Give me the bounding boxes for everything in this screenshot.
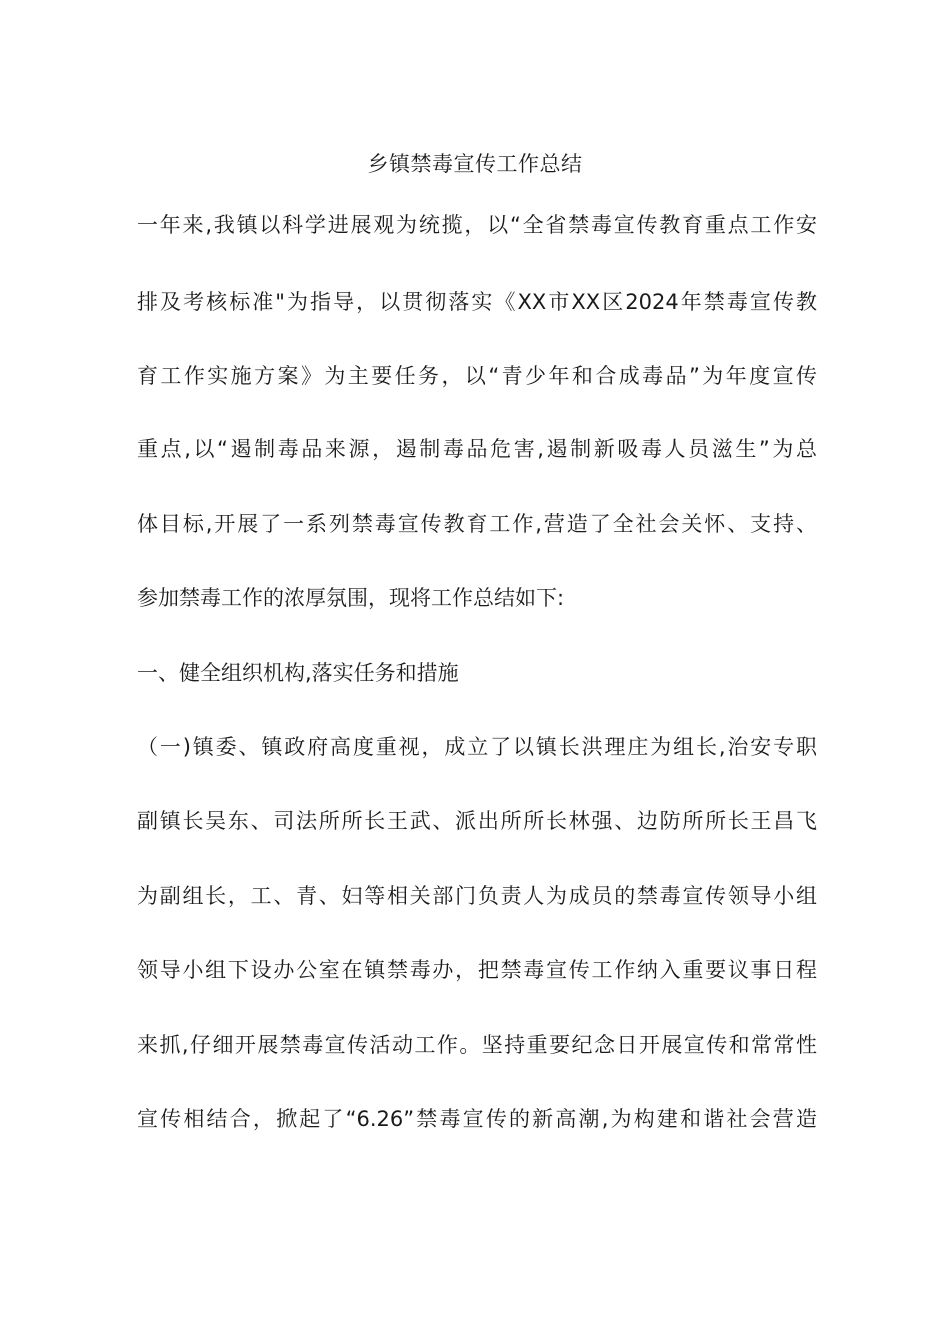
paragraph-line: 重点,以“遏制毒品来源，遏制毒品危害,遏制新吸毒人员滋生”为总 [137, 437, 817, 461]
paragraph-line: 领导小组下设办公室在镇禁毒办，把禁毒宣传工作纳入重要议事日程 [137, 958, 817, 982]
paragraph-line: 一年来,我镇以科学进展观为统揽，以“全省禁毒宣传教育重点工作安 [137, 213, 817, 237]
paragraph-line: 排及考核标准"为指导，以贯彻落实《XX市XX区2024年禁毒宣传教 [137, 290, 817, 314]
paragraph-line: 体目标,开展了一系列禁毒宣传教育工作,营造了全社会关怀、支持、 [137, 512, 817, 536]
paragraph-line: 宣传相结合，掀起了“6.26”禁毒宣传的新高潮,为构建和谐社会营造 [137, 1107, 817, 1131]
paragraph-line: （一)镇委、镇政府高度重视，成立了以镇长洪理庄为组长,治安专职 [137, 735, 817, 759]
paragraph-line: 参加禁毒工作的浓厚氛围，现将工作总结如下: [137, 586, 565, 610]
paragraph-line: 为副组长，工、青、妇等相关部门负责人为成员的禁毒宣传领导小组 [137, 884, 817, 908]
paragraph-line: 来抓,仔细开展禁毒宣传活动工作。坚持重要纪念日开展宣传和常常性 [137, 1033, 817, 1057]
paragraph-line: 育工作实施方案》为主要任务，以“青少年和合成毒品”为年度宣传 [137, 364, 817, 388]
section-heading: 一、健全组织机构,落实任务和措施 [137, 661, 459, 685]
document-title: 乡镇禁毒宣传工作总结 [367, 152, 583, 176]
paragraph-line: 副镇长吴东、司法所所长王武、派出所所长林强、边防所所长王昌飞 [137, 809, 817, 833]
